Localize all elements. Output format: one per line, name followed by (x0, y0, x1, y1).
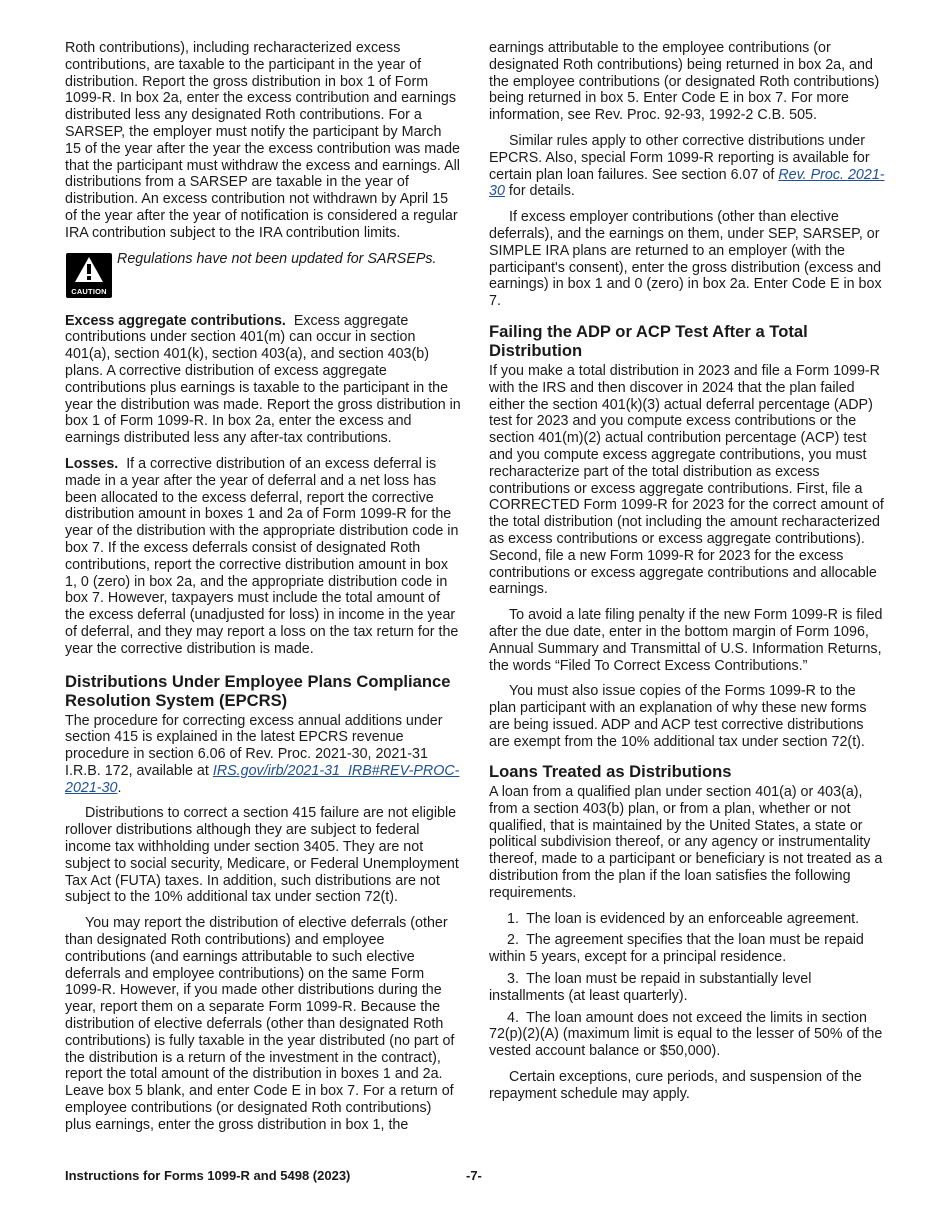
adp-paragraph-1: If you make a total distribution in 2023 and file a Form 1099-R with the IRS and then discover in 2024 that the plan failed either the section 401(k)(3) actual deferral percentage (ADP) test for 2023 and you compute excess contributions or the section 401(m)(2) actual contribution percentage (ACP) test and you compute excess aggregate contributions, you must recharacterize part of the total distribution as excess contributions or excess aggregate contributions. First, file a CORRECTED Form 1099-R for 2023 for the correct amount of the total distribution (not including the amount recharacterized as excess contributions or excess aggregate contributions). Second, file a new Form 1099-R for 2023 for the excess contributions or excess aggregate contributions and allocable earnings. (489, 362, 884, 598)
page-number: -7- (466, 1168, 482, 1183)
list-item: 2. The agreement specifies that the loan must be repaid within 5 years, except for a principal residence. (489, 932, 864, 966)
irs-irb-link[interactable]: IRS.gov/irb/2021-31_IRB#REV-PROC-2021-30 (65, 762, 460, 796)
excess-aggregate-text: Excess aggregate contributions under section 401(m) can occur in section 401(a), section 401(k), section 403(a), and section 403(b) plans. A corrective distribution of excess aggregate contributions plus earnings is taxable to the participant in the year the distribution was made. Report the gross distribution in box 1 of Form 1099-R. In box 2a, enter the excess and earnings distributed less any after-tax contributions. (65, 312, 461, 447)
epcrs-paragraph-2: Distributions to correct a section 415 failure are not eligible rollover distributions although they are subject to federal income tax withholding under section 3405. They are not subject to social security, Medicare, or Federal Unemployment Tax Act (FUTA) taxes. In addition, such distributions are not subject to the 10% additional tax under section 72(t). (65, 805, 459, 906)
list-item: 1. The loan is evidenced by an enforceable agreement. (507, 910, 860, 927)
excess-aggregate-heading: Excess aggregate contributions. (65, 312, 286, 329)
requirements-list (489, 911, 886, 1060)
caution-icon (66, 253, 112, 298)
rev-proc-link[interactable]: Rev. Proc. 2021-30 (489, 166, 885, 200)
left-column (65, 40, 461, 1143)
list-item: 3. The loan must be repaid in substantially level installments (at least quarterly). (489, 970, 812, 1004)
caution-text: Regulations have not been updated for SARSEPs. (117, 250, 437, 267)
epcrs-p1-text: The procedure for correcting excess annual additions under section 415 is explained in the latest EPCRS revenue procedure in section 6.06 of Rev. Proc. 2021-30, 2021-31 I.R.B. 172, available at (65, 712, 443, 779)
adp-paragraph-3: You must also issue copies of the Forms 1099-R to the plan participant with an explanation of why these new forms are being issued. ADP and ACP test corrective distributions are exempt from the 10% additional tax under section 72(t). (489, 683, 867, 750)
loans-paragraph-2: Certain exceptions, cure periods, and suspension of the repayment schedule may apply. (489, 1068, 862, 1102)
epcrs-p1-end: . (117, 779, 122, 796)
sarsep-paragraph: Roth contributions), including recharacterized excess contributions, are taxable to the participant in the year of distribution. Report the gross distribution in box 1 of Form 1099-R. In box 2a, enter the excess contribution and earnings distributed less any designated Roth contributions. For a SARSEP, the employer must notify the participant by March 15 of the year after the year the excess contribution was made that the participant must withdraw the excess and earnings. All distributions from a SARSEP are taxable in the year of distribution. An excess contribution not withdrawn by April 15 of the year after the year of notification is considered a regular IRA contribution subject to the IRA contribution limits. (65, 40, 460, 241)
caution-note (65, 251, 461, 297)
excess-aggregate-paragraph (65, 313, 461, 447)
footer-title: Instructions for Forms 1099-R and 5498 (2023) (65, 1168, 351, 1183)
caution-label: CAUTION (71, 286, 107, 296)
continued-paragraph: earnings attributable to the employee contributions (or designated Roth contributions) being returned in box 2a, and the employee contributions (or designated Roth contributions) being returned in box 5. Enter Code E in box 7. For more information, see Rev. Proc. 92-93, 1992-2 C.B. 505. (489, 40, 880, 124)
adp-acp-heading: Failing the ADP or ACP Test After a Total Distribution (489, 321, 808, 361)
right-column (489, 40, 886, 1112)
excess-employer-paragraph: If excess employer contributions (other than elective deferrals), and the earnings on them, under SEP, SARSEP, or SIMPLE IRA plans are returned to an employer (with the participant's consent), enter the gross distribution (excess and earnings) in box 1 and 0 (zero) in box 2a. Enter Code E in box 7. (489, 209, 882, 310)
loans-heading: Loans Treated as Distributions (489, 762, 732, 782)
epcrs-paragraph-3: You may report the distribution of elective deferrals (other than designated Roth contributions) and employee contributions (and earnings attributable to such elective deferrals and employee contributions) on the same Form 1099-R. However, if you made other distributions during the year, report them on a separate Form 1099-R. Because the distribution of elective deferrals (other than designated Roth contributions) is fully taxable in the year distributed (no part of the distribution is a return of the investment in the contract), report the total amount of the distribution in boxes 1 and 2a. Leave box 5 blank, and enter Code E in box 7. For a return of employee contributions (or designated Roth contributions) plus earnings, enter the gross distribution in box 1, the (65, 915, 455, 1133)
list-item: 4. The loan amount does not exceed the limits in section 72(p)(2)(A) (maximum limit is equal to the lesser of 50% of the vested account balance or $50,000). (489, 1009, 883, 1060)
losses-text: If a corrective distribution of an excess deferral is made in a year after the year of deferral and a net loss has been allocated to the excess deferral, report the corrective distribution amount in boxes 1 and 2a of Form 1099-R for the year of the distribution with the appropriate distribution code in box 7. If the excess deferrals consist of designated Roth contributions, report the corrective distribution amount in box 1, 0 (zero) in box 2a, and the appropriate distribution code in box 7. However, taxpayers must include the total amount of the excess deferral (unadjusted for loss) in income in the year of deferral, and they may report a loss on the tax return for the year the corrective distribution is made. (65, 455, 459, 657)
similar-rules-paragraph (489, 133, 886, 200)
similar-rules-end: for details. (508, 183, 575, 200)
loans-paragraph-1: A loan from a qualified plan under section 401(a) or 403(a), from a section 403(b) plan, or from a plan, whether or not qualified, that is maintained by the United States, a state or political subdivision thereof, or any agency or instrumentality thereof, made to a participant or beneficiary is not treated as a distribution from the plan if the loan satisfies the following requirements. (489, 783, 883, 901)
similar-rules-text: Similar rules apply to other corrective distributions under EPCRS. Also, special Form 1099-R reporting is available for certain plan loan failures. See section 6.07 of (489, 132, 870, 183)
losses-heading: Losses. (65, 455, 119, 472)
adp-paragraph-2: To avoid a late filing penalty if the new Form 1099-R is filed after the due date, enter in the bottom margin of Form 1096, Annual Summary and Transmittal of U.S. Information Returns, the words “Filed To Correct Excess Contributions.” (489, 607, 883, 674)
epcrs-paragraph-1 (65, 713, 461, 797)
losses-paragraph (65, 456, 461, 658)
epcrs-heading: Distributions Under Employee Plans Compliance Resolution System (EPCRS) (65, 671, 451, 710)
